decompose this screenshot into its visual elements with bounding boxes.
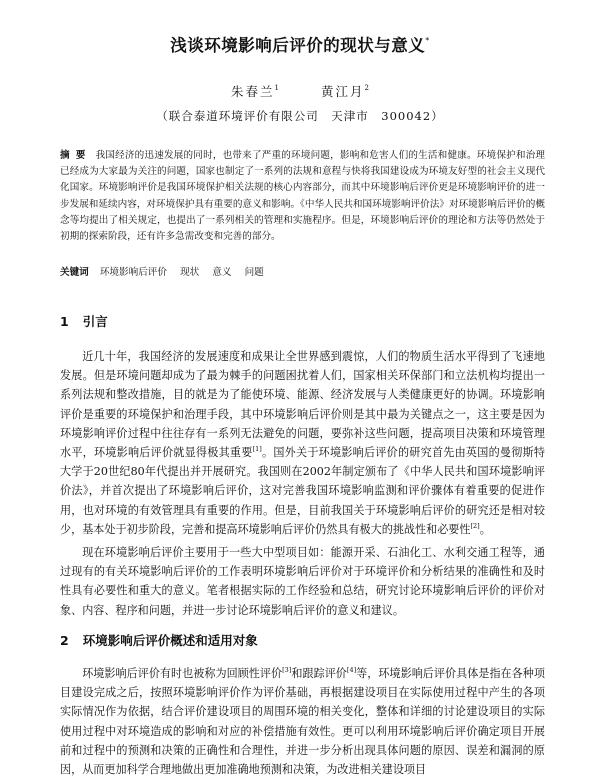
- text-run: 近几十年，我国经济的发展速度和成果让全世界感到震惊，人们的物质生活水平得到了飞速地发展。但是环境问题却成为了最为棘手的问题困扰着人们，国家相关环保部门和立法机构均提出一系列法规和整改措施，目的就是为了能使环境、能源、经济发展与人类健康更好的协调。环境影响评价是重要的环境保护和治理手段，其中环境影响后评价则是其中最为关键点之一，这主要是因为环境影响评价过程中往往存有一系列无法避免的问题，要弥补这些问题，提高项目决策和环境管理水平，环境影响后评价就显得极其重要: [60, 350, 545, 460]
- section-body: [60, 664, 545, 779]
- citation: [4]: [346, 666, 357, 674]
- author-name: 朱春兰: [231, 84, 275, 99]
- text-run: 和跟踪评价: [291, 667, 347, 680]
- abstract-label: 摘要: [60, 150, 92, 161]
- author-name: 黄江月: [320, 84, 365, 99]
- paragraph: [60, 664, 545, 779]
- section-heading: [60, 631, 258, 649]
- author-line: [0, 82, 600, 100]
- text-run: 现在环境影响后评价主要用于一些大中型项目如：能源开采、石油化工、水利交通工程等，通过现有的有关环境影响后评价的工作表明环境影响后评价对于环境评价和分析结果的准确性和及时性具有必要性和重大的意义。笔者根据实际的工作经验和总结，研究讨论环境影响后评价的评价对象、内容、程序和问题，并进一步讨论环境影响后评价的意义和建议。: [60, 546, 545, 617]
- section-body: [60, 347, 545, 620]
- text-run: 环境影响后评价有时也被称为回顾性评价: [82, 667, 283, 680]
- section-number: 1: [60, 314, 69, 329]
- text-run: 等，环境影响后评价具体是指在各种项目建设完成之后，按照环境影响评价作为评价基础，再根据建设项目在实际使用过程中产生的各项实际情况作为依据，结合评价建设项目的周围环境的相关变化，整体和详细的讨论建设项目的实际使用过程中对环境造成的影响和对应的补偿措施有效性。更可以利用环境影响后评价确定项目开展前和过程中的预测和决策的正确性和合理性，并进一步分析出现具体问题的原因、误差和漏洞的原因，从而更加科学合理地做出更加准确地预测和决策，为改进相关建设项目: [60, 667, 545, 777]
- section-heading: [60, 312, 108, 330]
- paragraph: [60, 347, 545, 539]
- keyword: 问题: [244, 267, 264, 278]
- author-affil-mark: 2: [364, 84, 369, 92]
- keyword: 意义: [212, 267, 232, 278]
- citation: [2]: [470, 521, 480, 530]
- abstract: [60, 148, 545, 245]
- author-affil-mark: 1: [274, 84, 280, 92]
- section-title: 环境影响后评价概述和适用对象: [82, 633, 258, 648]
- affiliation: （联合泰道环境评价有限公司 天津市 300042）: [156, 109, 444, 123]
- text-run: 。: [479, 522, 491, 536]
- citation: [3]: [282, 666, 292, 674]
- title-footnote-mark: *: [425, 36, 430, 45]
- paper-title: [0, 32, 600, 56]
- keywords: [60, 264, 545, 278]
- text-run: 。国外关于环境影响后评价的研究首先由英国的曼彻斯特大学于20世纪80年代提出并开展研究。我国则在2002年制定颁布了《中华人民共和国环境影响评价法》，并首次提出了环境影响后评价，这对完善我国环境影响监测和评价骤体有着重要的促进作用，也对环境的有效管理具有重要的作用。但是，目前我国关于环境影响后评价的研究还是相对较少，基本处于初步阶段，完善和提高环境影响后评价仍然具有极大的挑战性和必要性: [60, 446, 545, 536]
- keywords-label: 关键词: [60, 267, 89, 278]
- section-number: 2: [60, 633, 69, 648]
- keyword: 现状: [180, 267, 200, 278]
- keyword: 环境影响后评价: [99, 267, 167, 278]
- abstract-text: 我国经济的迅速发展的同时，也带来了严重的环境问题，影响和危害人们的生活和健康。环境保护和治理已经成为大家最为关注的问题，国家也制定了一系列的法规和意程与快将我国建设成为环境友好型的社会主义现代化国家。环境影响评价是我国环境保护相关法规的核心内容部分，而其中环境影响后评价更是环境影响评价的进一步发展和延续内容，对环境保护具有重要的意义和影响。《中华人民共和国环境影响评价法》对环境影响后评价的概念等均提出了相关规定，也提出了一系列相关的管理和实施程序。但是，环境影响后评价的理论和方法等仍然处于初期的探索阶段，还有许多急需改变和完善的部分。: [60, 150, 546, 243]
- title-text: 浅谈环境影响后评价的现状与意义: [170, 36, 426, 55]
- citation: [1]: [252, 445, 262, 454]
- section-title: 引言: [82, 314, 108, 329]
- paragraph: [60, 543, 545, 620]
